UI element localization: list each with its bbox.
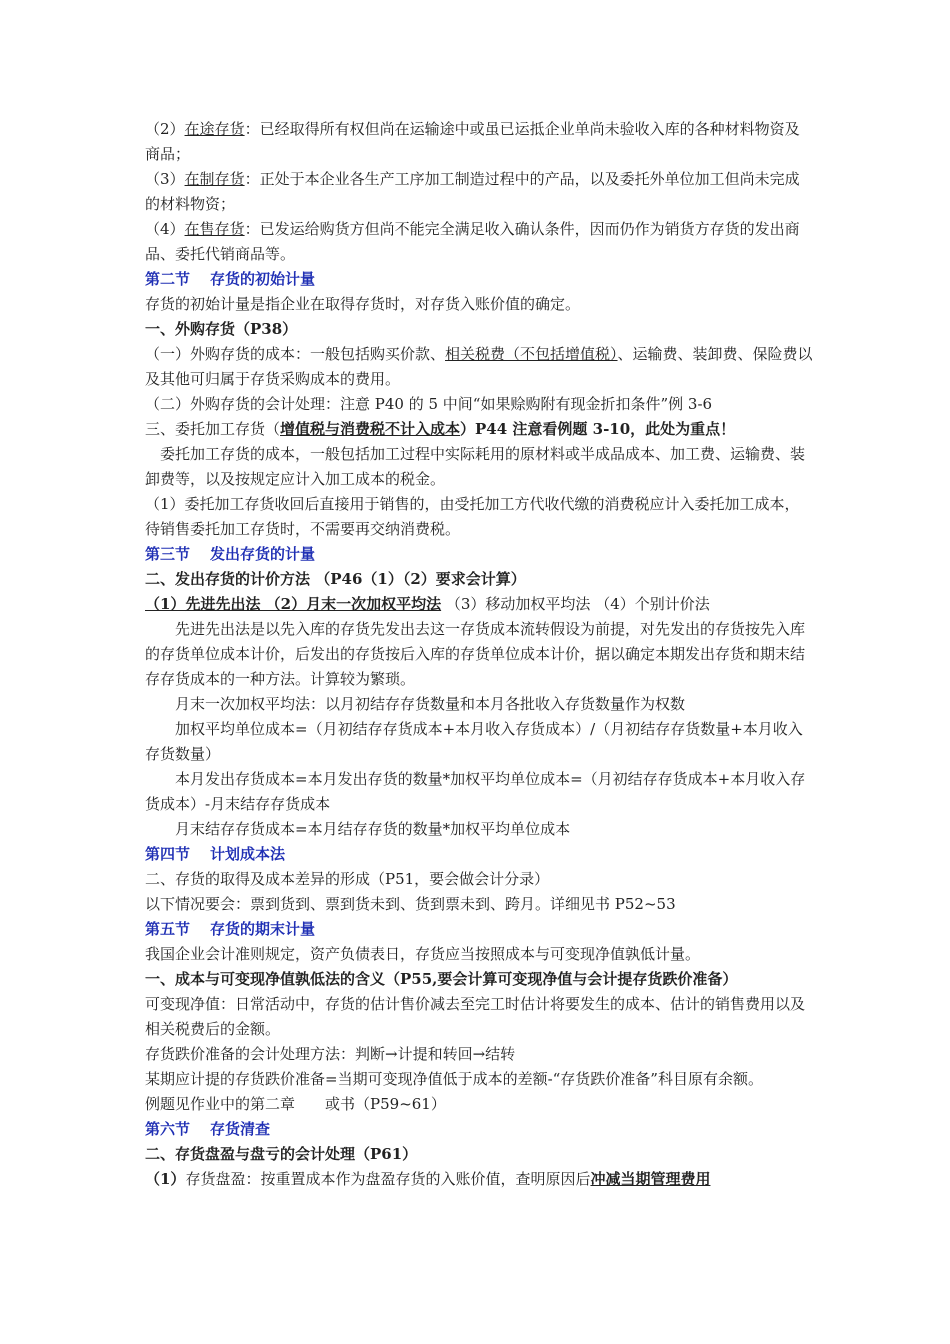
term-in-transit: 在途存货 bbox=[184, 120, 245, 138]
term-related-taxes: 相关税费（不包括增值税） bbox=[445, 345, 618, 363]
section-heading-5: 第五节 存货的期末计量 bbox=[145, 920, 316, 938]
document-page bbox=[145, 117, 813, 1192]
paragraph-consumption-tax: （1）委托加工存货收回后直接用于销售的，由受托加工方代收代缴的消费税应计入委托加工成本，待销售委托加工存货时，不需要再交纳消费税。 bbox=[145, 495, 800, 538]
formula-unit-cost: 加权平均单位成本=（月初结存存货成本+本月收入存货成本）/（月初结存存货数量+本月收入存货数量） bbox=[145, 720, 803, 763]
heading-lower-of-cost: 一、成本与可变现净值孰低法的含义（P55,要会计算可变现净值与会计提存货跌价准备） bbox=[145, 970, 738, 988]
paragraph-purchase-cost: （一）外购存货的成本：一般包括购买价款、相关税费（不包括增值税）、运输费、装卸费、保险费以及其他可归属于存货采购成本的费用。 bbox=[145, 345, 813, 388]
paragraph-in-transit: （2）在途存货：已经取得所有权但尚在运输途中或虽已运抵企业单尚未验收入库的各种材料物资及商品； bbox=[145, 120, 800, 163]
paragraph-method-list: （1）先进先出法 （2）月末一次加权平均法 （3）移动加权平均法 （4）个别计价法 bbox=[145, 595, 710, 613]
section-heading-6: 第六节 存货清查 bbox=[145, 1120, 271, 1138]
paragraph-cases: 以下情况要会：票到货到、票到货未到、货到票未到、跨月。详细见书 P52~53 bbox=[145, 895, 676, 913]
heading-pricing-methods: 二、发出存货的计价方法 （P46（1）（2）要求会计算） bbox=[145, 570, 526, 588]
section-heading-2: 第二节 存货的初始计量 bbox=[145, 270, 316, 288]
paragraph-purchase-accounting: （二）外购存货的会计处理：注意 P40 的 5 中间“如果赊购附有现金折扣条件”例 3-6 bbox=[145, 395, 713, 413]
heading-surplus-loss: 二、存货盘盈与盘亏的会计处理（P61） bbox=[145, 1145, 418, 1163]
term-reduce-expense: 冲减当期管理费用 bbox=[590, 1170, 711, 1188]
section-heading-4: 第四节 计划成本法 bbox=[145, 845, 286, 863]
paragraph-weighted-average: 月末一次加权平均法：以月初结存存货数量和本月各批收入存货数量作为权数 bbox=[175, 695, 686, 713]
term-in-sale: 在售存货 bbox=[184, 220, 245, 238]
paragraph-processing-cost: 委托加工存货的成本，一般包括加工过程中实际耗用的原材料或半成品成本、加工费、运输费、装卸费等，以及按规定应计入加工成本的税金。 bbox=[145, 445, 806, 488]
term-required-methods: （1）先进先出法 （2）月末一次加权平均法 bbox=[145, 595, 442, 613]
term-taxes-excluded: 增值税与消费税不计入成本 bbox=[280, 420, 461, 438]
term-in-process: 在制存货 bbox=[184, 170, 245, 188]
heading-processing-inventory: 三、委托加工存货（增值税与消费税不计入成本）P44 注意看例题 3-10，此处为重点！ bbox=[145, 420, 736, 438]
formula-ending-cost: 月末结存存货成本=本月结存存货的数量*加权平均单位成本 bbox=[175, 820, 571, 838]
formula-issued-cost: 本月发出存货成本=本月发出存货的数量*加权平均单位成本=（月初结存存货成本+本月收入存货成本）-月末结存存货成本 bbox=[145, 770, 806, 813]
paragraph-cost-variance: 二、存货的取得及成本差异的形成（P51，要会做会计分录） bbox=[145, 870, 550, 888]
paragraph-standard: 我国企业会计准则规定，资产负债表日，存货应当按照成本与可变现净值孰低计量。 bbox=[145, 945, 701, 963]
paragraph-surplus: （1）存货盘盈：按重置成本作为盘盈存货的入账价值，查明原因后冲减当期管理费用 bbox=[145, 1170, 711, 1188]
paragraph-in-sale: （4）在售存货：已发运给购货方但尚不能完全满足收入确认条件，因而仍作为销货方存货的发出商品、委托代销商品等。 bbox=[145, 220, 800, 263]
paragraph-fifo: 先进先出法是以先入库的存货先发出去这一存货成本流转假设为前提，对先发出的存货按先入库的存货单位成本计价，后发出的存货按后入库的存货单位成本计价，据以确定本期发出存货和期末结存存货成本的一种方法。计算较为繁琐。 bbox=[145, 620, 806, 688]
paragraph-in-process: （3）在制存货：正处于本企业各生产工序加工制造过程中的产品，以及委托外单位加工但尚未完成的材料物资； bbox=[145, 170, 800, 213]
paragraph-impairment-process: 存货跌价准备的会计处理方法：判断→计提和转回→结转 bbox=[145, 1045, 516, 1063]
paragraph-examples: 例题见作业中的第二章 或书（P59~61） bbox=[145, 1095, 446, 1113]
paragraph-net-realizable: 可变现净值：日常活动中，存货的估计售价减去至完工时估计将要发生的成本、估计的销售费用以及相关税费后的金额。 bbox=[145, 995, 806, 1038]
section-heading-3: 第三节 发出存货的计量 bbox=[145, 545, 316, 563]
formula-impairment: 某期应计提的存货跌价准备=当期可变现净值低于成本的差额-“存货跌价准备”科目原有余额。 bbox=[145, 1070, 763, 1088]
paragraph-initial-measurement: 存货的初始计量是指企业在取得存货时，对存货入账价值的确定。 bbox=[145, 295, 581, 313]
heading-purchased-inventory: 一、外购存货（P38） bbox=[145, 320, 298, 338]
